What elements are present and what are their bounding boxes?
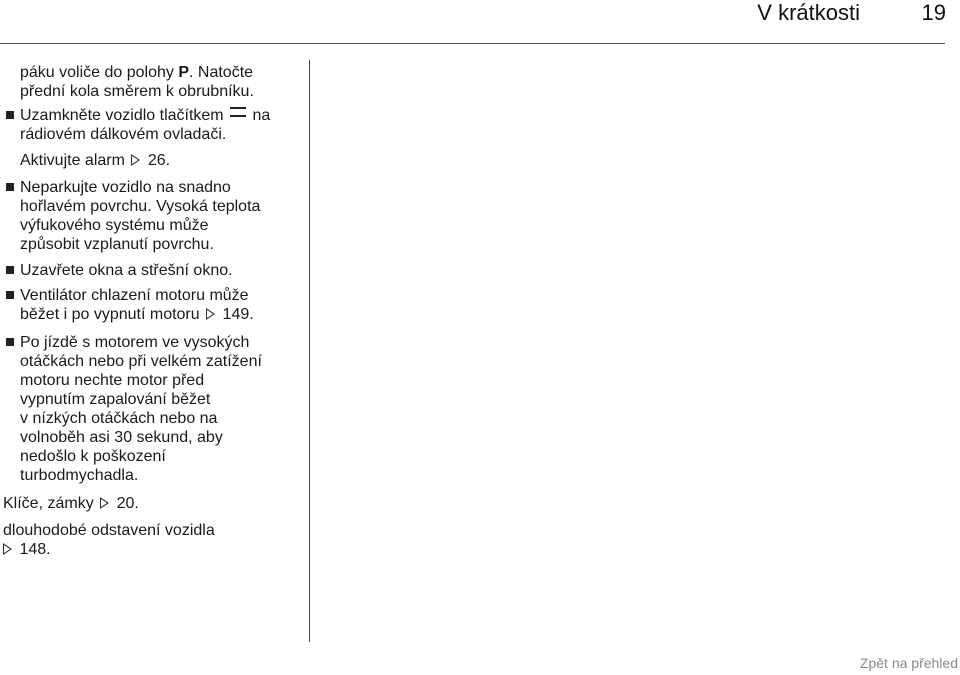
text-segment: páku voliče do polohy	[20, 64, 179, 81]
header-divider	[0, 43, 945, 44]
text-line: Neparkujte vozidlo na snadno	[20, 179, 231, 196]
text-line: vypnutím zapalování běžet	[20, 391, 211, 408]
text-line	[20, 106, 270, 125]
text-segment: Klíče, zámky	[3, 495, 99, 512]
text-line: motoru nechte motor před	[20, 372, 205, 389]
text-line: Po jízdě s motorem ve vysokých	[20, 334, 250, 351]
text-segment: . Natočte	[189, 64, 254, 81]
text-segment: Aktivujte alarm	[20, 152, 130, 169]
text-line	[20, 63, 253, 82]
text-line: otáčkách nebo při velkém zatížení	[20, 353, 262, 370]
text-line: volnoběh asi 30 sekund, aby	[20, 429, 223, 446]
bullet-icon	[6, 266, 14, 274]
lock-button-icon	[230, 107, 246, 117]
chapter-title: V krátkosti	[757, 0, 860, 25]
text-line: dlouhodobé odstavení vozidla	[3, 522, 215, 539]
text-line: v nízkých otáčkách nebo na	[20, 410, 218, 427]
text-line: výfukového systému může	[20, 217, 209, 234]
selector-position-p: P	[178, 64, 189, 81]
text-segment: Uzamkněte vozidlo tlačítkem	[20, 107, 229, 124]
bullet-icon	[6, 338, 14, 346]
text-line	[20, 305, 254, 324]
page-reference-link[interactable]: 26.	[143, 152, 171, 169]
text-line: turbodmychadla.	[20, 467, 139, 484]
back-to-overview-link[interactable]: Zpět na přehled	[859, 655, 958, 671]
text-line: hořlavém povrchu. Vysoká teplota	[20, 198, 261, 215]
text-line	[3, 494, 139, 513]
text-line: Ventilátor chlazení motoru může	[20, 287, 249, 304]
page-reference-icon	[206, 308, 215, 320]
page-reference-link[interactable]: 20.	[112, 495, 139, 512]
bullet-icon	[6, 111, 14, 119]
text-line: způsobit vzplanutí povrchu.	[20, 236, 214, 253]
text-line: nedošlo k poškození	[20, 448, 166, 465]
page-reference-icon	[131, 154, 140, 166]
text-line: Uzavřete okna a střešní okno.	[20, 262, 233, 279]
page-reference-link[interactable]: 148.	[15, 541, 51, 558]
bullet-icon	[6, 291, 14, 299]
text-line: rádiovém dálkovém ovladači.	[20, 126, 227, 143]
text-line: přední kola směrem k obrubníku.	[20, 83, 254, 100]
text-line	[20, 151, 170, 170]
column-divider	[309, 60, 310, 642]
page-number: 19	[921, 0, 946, 25]
text-segment: na	[248, 107, 271, 124]
bullet-icon	[6, 183, 14, 191]
text-line	[3, 540, 51, 559]
page-reference-icon	[100, 497, 109, 509]
page-reference-icon	[3, 543, 12, 555]
text-segment: běžet i po vypnutí motoru	[20, 306, 205, 323]
page-reference-link[interactable]: 149.	[218, 306, 254, 323]
